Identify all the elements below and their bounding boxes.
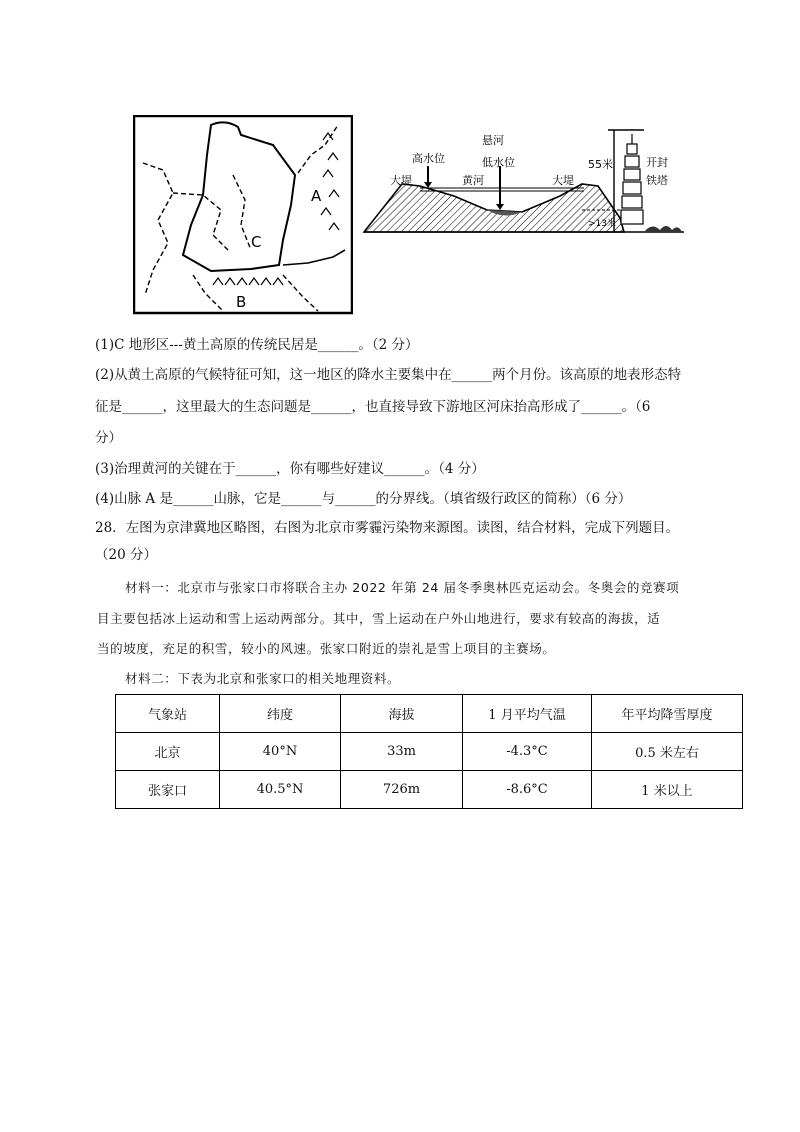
label-high-water: 高水位	[412, 152, 445, 165]
material-1-line-3: 当的坡度，充足的积雪，较小的风速。张家口附近的崇礼是雪上项目的主赛场。	[97, 641, 556, 656]
label-low-water: 低水位	[482, 156, 515, 169]
material-1-line-1: 材料一：北京市与张家口市将联合主办 2022 年第 24 届冬季奥林匹克运动会。冬奥会的竞赛项	[125, 580, 680, 595]
table-header: 气象站	[116, 695, 220, 733]
table-cell: 0.5 米左右	[592, 733, 743, 771]
table-cell: 33m	[341, 733, 463, 771]
table-cell: 40.5°N	[220, 771, 341, 809]
question-3: (3)治理黄河的关键在于______，你有哪些好建议______。（4 分）	[95, 461, 485, 477]
label-tower-2: 铁塔	[646, 174, 668, 187]
map-label-a: A	[311, 187, 322, 205]
table-cell: -4.3°C	[463, 733, 592, 771]
table-cell: -8.6°C	[463, 771, 592, 809]
label-height-13: >13米	[588, 219, 616, 229]
table-row	[116, 771, 743, 809]
label-tower-1: 开封	[646, 156, 668, 169]
table-header-row	[116, 695, 743, 733]
table-cell: 1 米以上	[592, 771, 743, 809]
question-1: (1)C 地形区---黄土高原的传统民居是______。（2 分）	[95, 337, 419, 353]
question-2-line-1: (2)从黄土高原的气候特征可知，这一地区的降水主要集中在______两个月份。该高原的地表形态特	[95, 367, 682, 383]
table-cell: 张家口	[116, 771, 220, 809]
material-2: 材料二：下表为北京和张家口的相关地理资料。	[125, 671, 401, 686]
label-height-55: 55米	[588, 158, 613, 171]
table-header: 1 月平均气温	[463, 695, 592, 733]
table-cell: 40°N	[220, 733, 341, 771]
label-levee-right: 大堤	[552, 174, 574, 187]
label-yellow-river: 黄河	[462, 174, 484, 187]
table-row	[116, 733, 743, 771]
title-hanging-river: 悬河	[482, 134, 504, 147]
hanging-river-diagram	[362, 122, 687, 240]
question-28-line-1: 28．左图为京津冀地区略图，右图为北京市雾霾污染物来源图。读图，结合材料，完成下列题目。	[95, 520, 680, 536]
loess-plateau-map	[133, 115, 353, 315]
question-2-line-3: 分）	[95, 430, 122, 446]
table-cell: 北京	[116, 733, 220, 771]
map-label-b: B	[236, 293, 247, 311]
table-header: 纬度	[220, 695, 341, 733]
table-cell: 726m	[341, 771, 463, 809]
label-levee-left: 大堤	[390, 174, 412, 187]
geo-data-table	[115, 694, 743, 809]
question-4: (4)山脉 A 是______山脉，它是______与______的分界线。（填省级行政区的简称）（6 分）	[95, 491, 632, 507]
table-header: 海拔	[341, 695, 463, 733]
question-28-line-2: （20 分）	[95, 547, 157, 563]
table-header: 年平均降雪厚度	[592, 695, 743, 733]
map-label-c: C	[251, 233, 262, 251]
question-2-line-2: 征是______，这里最大的生态问题是______，也直接导致下游地区河床抬高形成了______。（6	[95, 399, 651, 415]
material-1-line-2: 目主要包括冰上运动和雪上运动两部分。其中，雪上运动在户外山地进行，要求有较高的海拔，适	[97, 611, 661, 626]
